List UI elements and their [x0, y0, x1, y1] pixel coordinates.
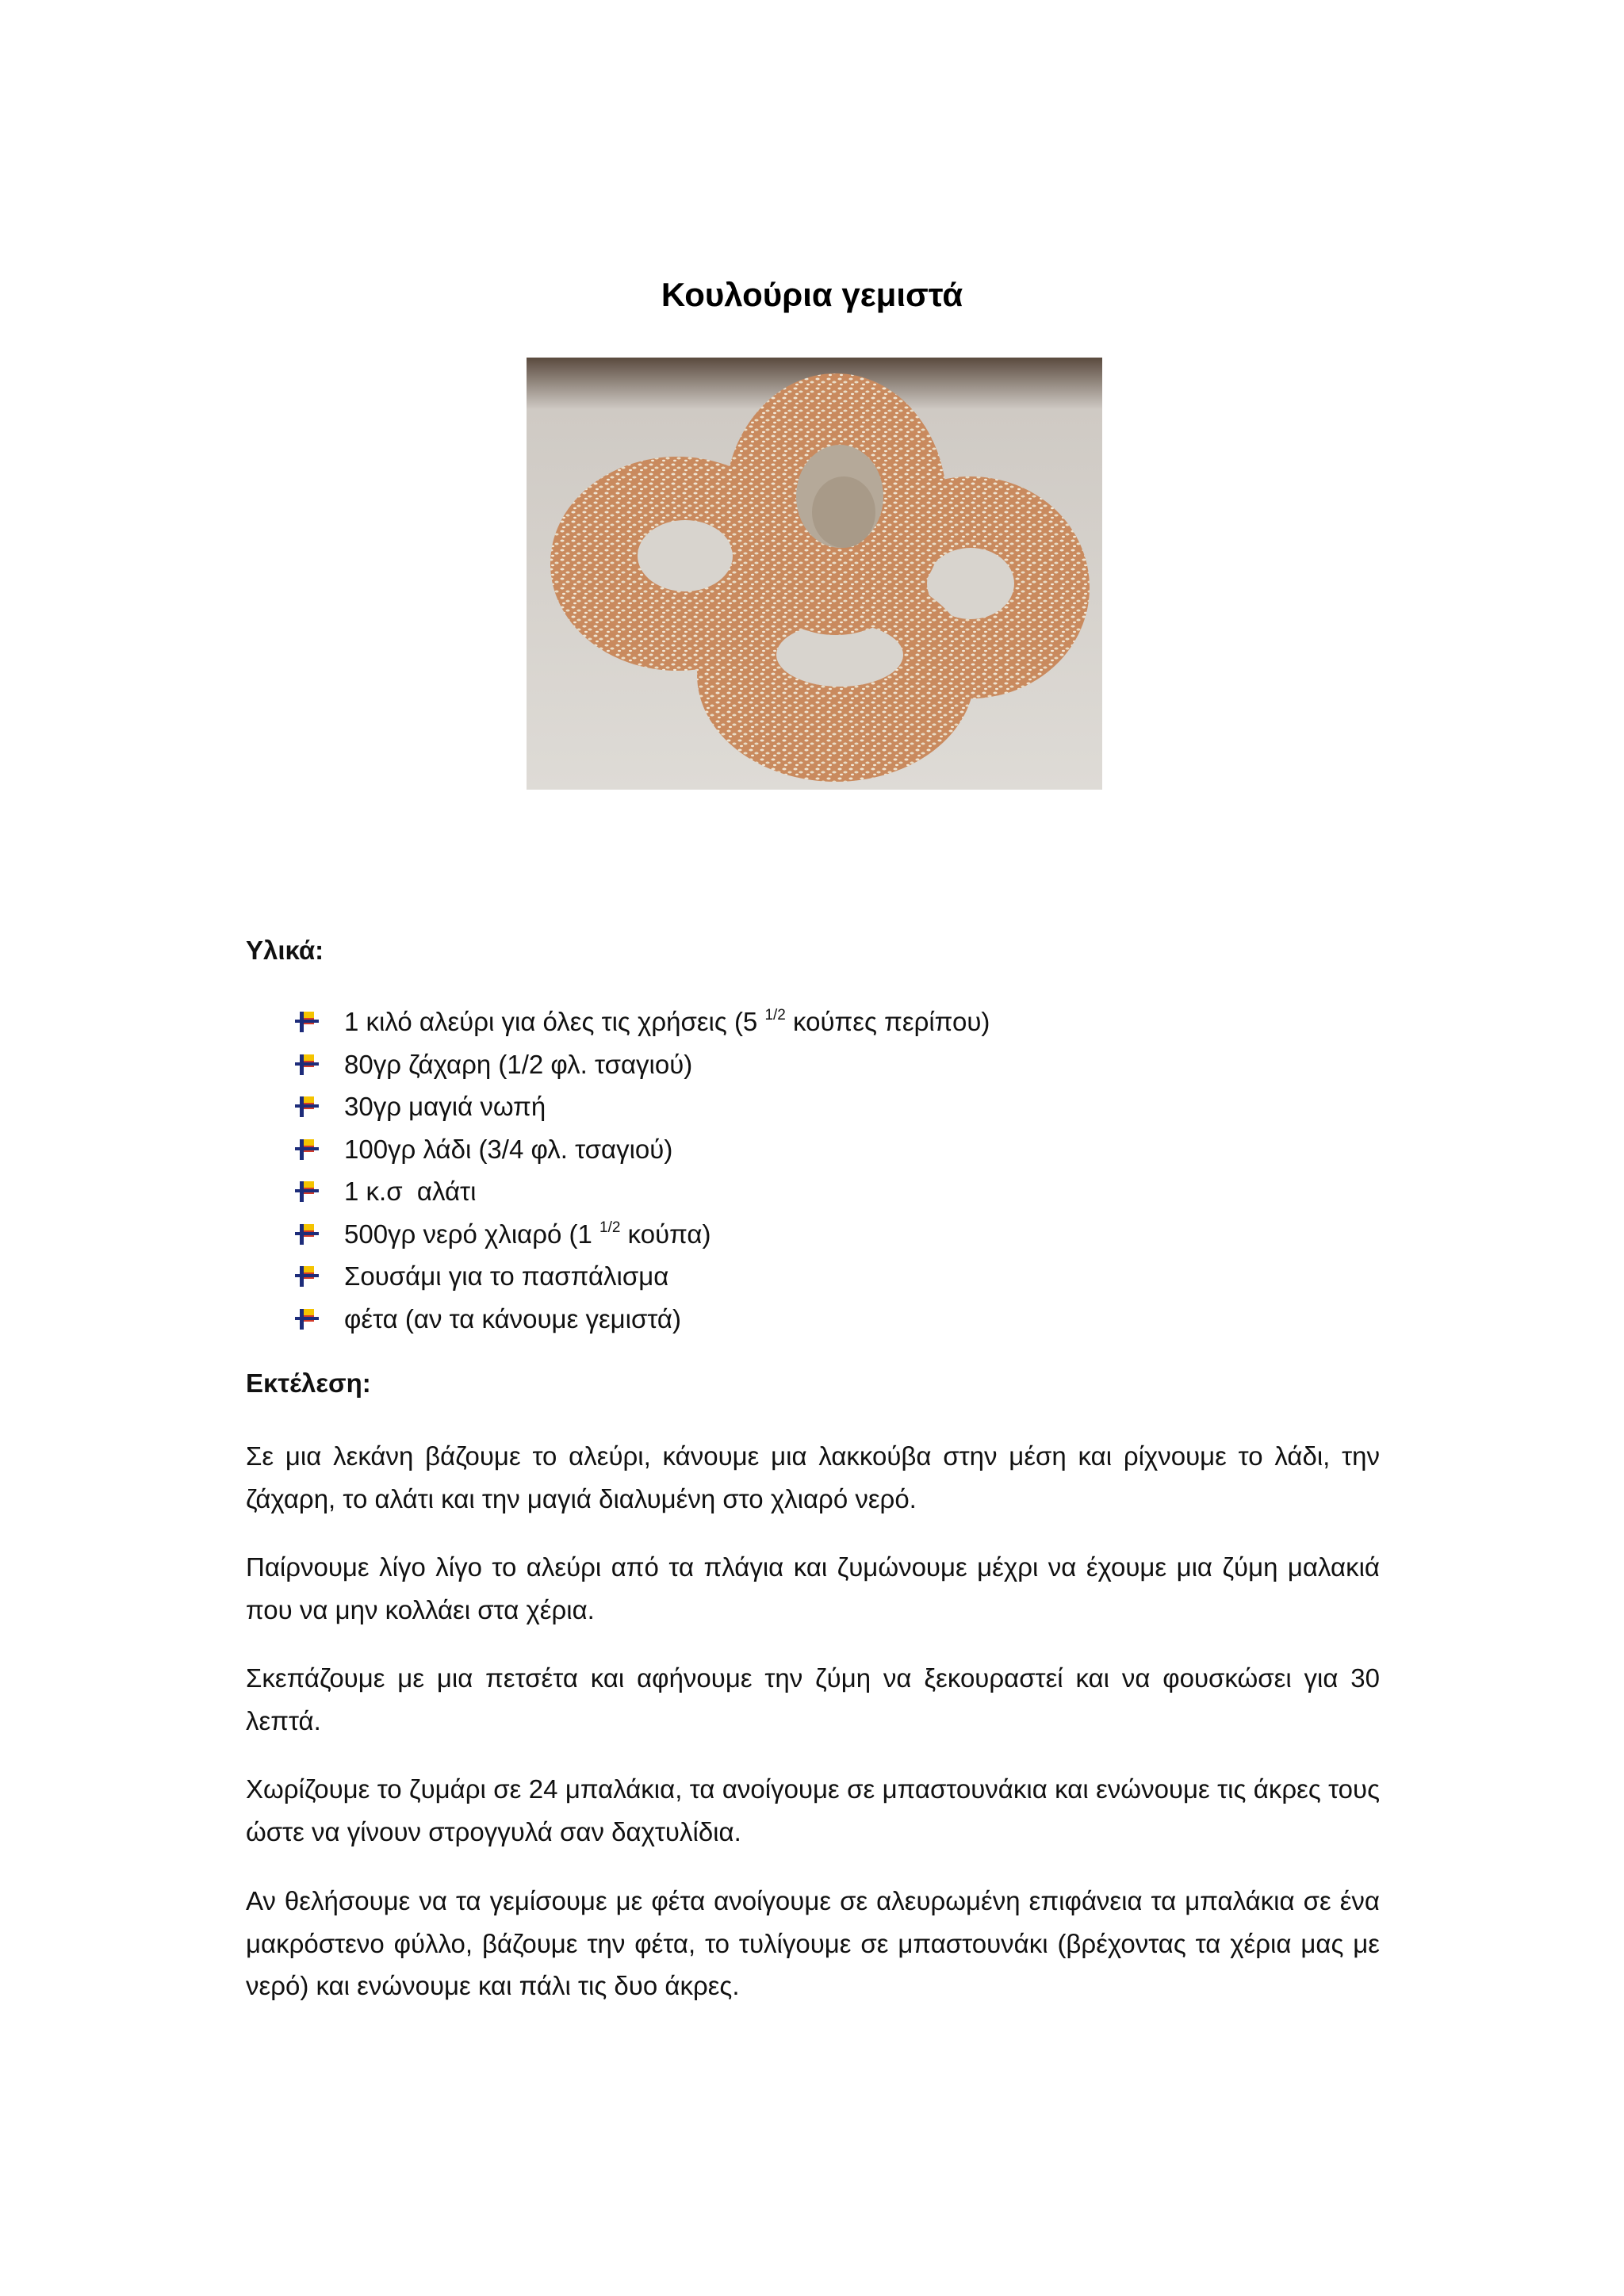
- ingredient-item: [293, 1213, 990, 1256]
- ingredient-text: Σουσάμι για το πασπάλισμα: [344, 1261, 669, 1291]
- ingredient-fraction: 1/2: [764, 1007, 786, 1024]
- ingredient-fraction: 1/2: [599, 1219, 621, 1236]
- ingredient-item: [293, 1170, 990, 1213]
- ingredient-item: [293, 1001, 990, 1043]
- flag-bullet-icon: [293, 1008, 320, 1035]
- ingredient-text-end: κούπα): [620, 1219, 711, 1249]
- flag-bullet-icon: [293, 1136, 320, 1163]
- flag-bullet-icon: [293, 1178, 320, 1205]
- ingredient-item: [293, 1255, 990, 1298]
- page-title: Κουλούρια γεμιστά: [661, 276, 963, 313]
- method-heading: Εκτέλεση:: [246, 1368, 371, 1398]
- ingredient-item: [293, 1043, 990, 1086]
- ingredient-text-end: κούπες περίπου): [785, 1007, 990, 1036]
- ingredients-list: [293, 1001, 990, 1340]
- method-paragraph: Χωρίζουμε το ζυμάρι σε 24 μπαλάκια, τα ανοίγουμε σε μπαστουνάκια και ενώνουμε τις άκρες τους ώστε να γίνουν στρογγυλά σαν δαχτυλίδια.: [246, 1774, 1380, 1846]
- method-paragraph: Παίρνουμε λίγο λίγο το αλεύρι από τα πλάγια και ζυμώνουμε μέχρι να έχουμε μια ζύμη μαλακιά που να μην κολλάει στα χέρια.: [246, 1552, 1380, 1624]
- ingredient-item: [293, 1085, 990, 1128]
- koulouria-photo: [527, 358, 1102, 790]
- flag-bullet-icon: [293, 1051, 320, 1078]
- ingredient-item: [293, 1128, 990, 1171]
- flag-bullet-icon: [293, 1221, 320, 1248]
- ingredient-text: 1 κ.σ αλάτι: [344, 1177, 477, 1206]
- flag-bullet-icon: [293, 1306, 320, 1333]
- ingredients-heading: Υλικά:: [246, 936, 324, 965]
- ingredient-text: 500γρ νερό χλιαρό (1: [344, 1219, 600, 1249]
- method-paragraph: Σκεπάζουμε με μια πετσέτα και αφήνουμε την ζύμη να ξεκουραστεί και να φουσκώσει για 30 λεπτά.: [246, 1663, 1380, 1735]
- method-paragraph: Σε μια λεκάνη βάζουμε το αλεύρι, κάνουμε μια λακκούβα στην μέση και ρίχνουμε το λάδι, την ζάχαρη, το αλάτι και την μαγιά διαλυμένη στο χλιαρό νερό.: [246, 1441, 1380, 1513]
- flag-bullet-icon: [293, 1263, 320, 1290]
- ingredient-text: 80γρ ζάχαρη (1/2 φλ. τσαγιού): [344, 1049, 693, 1079]
- ingredient-item: [293, 1298, 990, 1341]
- ingredient-text: 1 κιλό αλεύρι για όλες τις χρήσεις (5: [344, 1007, 765, 1036]
- method-paragraph: Αν θελήσουμε να τα γεμίσουμε με φέτα ανοίγουμε σε αλευρωμένη επιφάνεια τα μπαλάκια σε ένα μακρόστενο φύλλο, βάζουμε την φέτα, το τυλίγουμε σε μπαστουνάκι (βρέχοντας τα χέρια μας με νερό) και ενώνουμε και πάλι τις δυο άκρες.: [246, 1886, 1380, 2000]
- ingredient-text: 30γρ μαγιά νωπή: [344, 1092, 546, 1121]
- ingredient-text: 100γρ λάδι (3/4 φλ. τσαγιού): [344, 1134, 673, 1164]
- flag-bullet-icon: [293, 1093, 320, 1120]
- ingredient-text: φέτα (αν τα κάνουμε γεμιστά): [344, 1303, 682, 1334]
